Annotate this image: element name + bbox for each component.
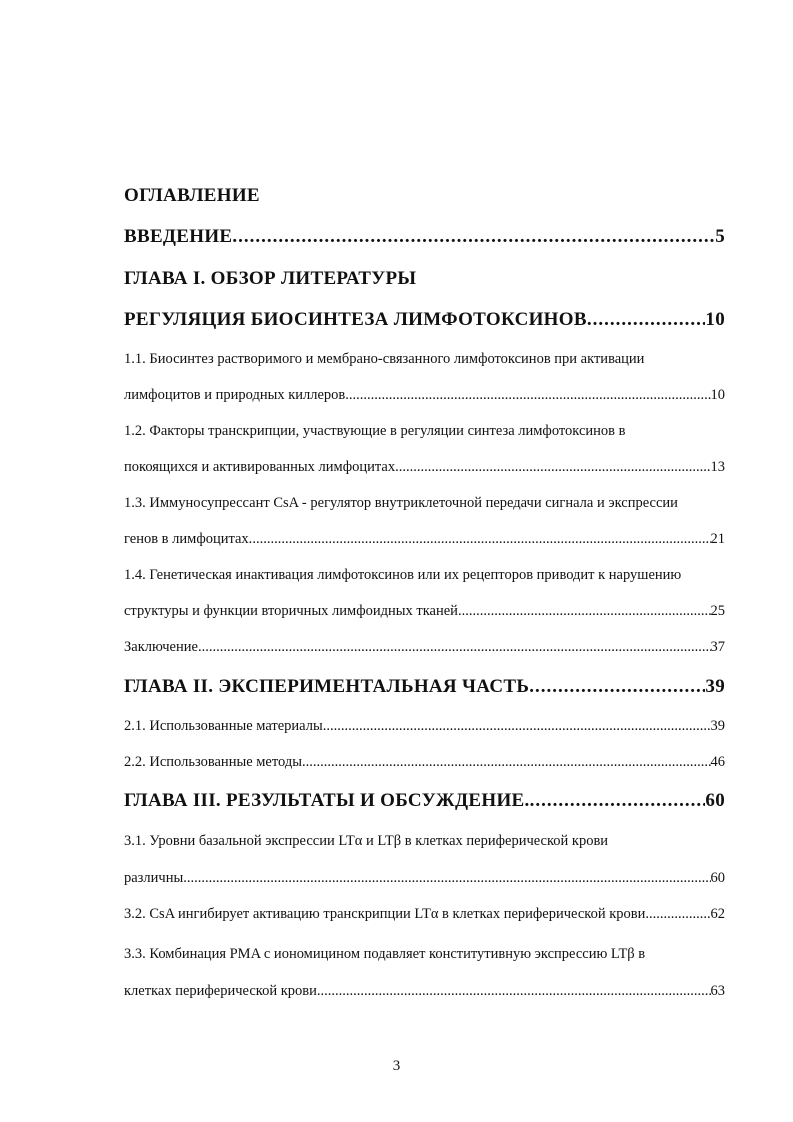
leader-dots	[587, 309, 706, 331]
toc-entry-1-4-line1: 1.4. Генетическая инактивация лимфотоксинов или их рецепторов приводит к нарушению	[124, 567, 682, 583]
toc-entry-page: 5	[715, 226, 725, 247]
toc-entry-introduction	[124, 226, 725, 248]
leader-dots	[645, 906, 710, 923]
toc-entry-label: 3.2. CsA ингибирует активацию транскрипции LTα в клетках периферической крови	[124, 906, 646, 922]
toc-entry-label: 2.2. Использованные методы.	[124, 754, 306, 770]
leader-dots	[399, 459, 711, 476]
toc-entry-page: 46	[710, 754, 725, 770]
leader-dots	[198, 639, 711, 656]
leader-dots	[317, 983, 711, 1000]
toc-entry-label: РЕГУЛЯЦИЯ БИОСИНТЕЗА ЛИМФОТОКСИНОВ	[124, 309, 587, 330]
toc-entry-3-3	[124, 983, 725, 1000]
toc-entry-page: 63	[710, 983, 725, 999]
toc-entry-page: 39	[710, 718, 725, 734]
toc-entry-label: генов в лимфоцитах.	[124, 531, 253, 547]
leader-dots	[232, 226, 715, 248]
toc-entry-label: ГЛАВА II. ЭКСПЕРИМЕНТАЛЬНАЯ ЧАСТЬ	[124, 676, 530, 697]
toc-entry-conclusion	[124, 639, 725, 656]
toc-entry-label: различны	[124, 870, 184, 886]
toc-entry-chapter-1-title	[124, 309, 725, 331]
toc-entry-label: лимфоцитов и природных киллеров	[124, 387, 346, 403]
chapter-1-heading: ГЛАВА I. ОБЗОР ЛИТЕРАТУРЫ	[124, 268, 417, 289]
toc-entry-label: 2.1. Использованные материалы.	[124, 718, 327, 734]
page-number: 3	[392, 1058, 401, 1074]
leader-dots	[183, 870, 710, 887]
toc-entry-1-3-line1: 1.3. Иммуносупрессант CsA - регулятор внутриклеточной передачи сигнала и экспрессии	[124, 495, 678, 511]
leader-dots	[345, 387, 710, 404]
toc-entry-label: покоящихся и активированных лимфоцитах.	[124, 459, 399, 475]
toc-entry-2-1	[124, 718, 725, 735]
toc-entry-page: 60	[705, 790, 725, 811]
toc-entry-page: 62	[710, 906, 725, 922]
toc-entry-label: Заключение	[124, 639, 198, 655]
toc-entry-page: 10	[705, 309, 725, 330]
toc-entry-1-2	[124, 459, 725, 476]
toc-entry-1-1	[124, 387, 725, 404]
toc-entry-1-4	[124, 603, 725, 620]
leader-dots	[252, 531, 710, 548]
toc-entry-page: 13	[710, 459, 725, 475]
toc-entry-page: 25	[710, 603, 725, 619]
toc-entry-1-1-line1: 1.1. Биосинтез растворимого и мембрано-связанного лимфотоксинов при активации	[124, 351, 645, 367]
toc-entry-3-1	[124, 870, 725, 887]
toc-entry-label: структуры и функции вторичных лимфоидных тканей.	[124, 603, 462, 619]
leader-dots	[306, 754, 711, 771]
leader-dots	[326, 718, 710, 735]
toc-entry-3-2	[124, 906, 725, 923]
toc-entry-page: 21	[710, 531, 725, 547]
toc-entry-chapter-3	[124, 790, 725, 812]
toc-entry-3-3-line1: 3.3. Комбинация PMA с иономицином подавляет конститутивную экспрессию LTβ в	[124, 946, 646, 962]
toc-entry-label: ГЛАВА III. РЕЗУЛЬТАТЫ И ОБСУЖДЕНИЕ.	[124, 790, 530, 811]
toc-entry-1-3	[124, 531, 725, 548]
toc-entry-3-1-line1: 3.1. Уровни базальной экспрессии LTα и LTβ в клетках периферической крови	[124, 833, 609, 849]
toc-entry-label: ВВЕДЕНИЕ	[124, 226, 233, 247]
toc-entry-chapter-2	[124, 676, 725, 698]
leader-dots	[530, 790, 706, 812]
toc-entry-page: 39	[705, 676, 725, 697]
toc-entry-page: 10	[710, 387, 725, 403]
leader-dots	[462, 603, 711, 620]
toc-title: ОГЛАВЛЕНИЕ	[124, 185, 260, 206]
toc-entry-page: 37	[710, 639, 725, 655]
toc-entry-2-2	[124, 754, 725, 771]
toc-entry-label: клетках периферической крови	[124, 983, 317, 999]
leader-dots	[529, 676, 705, 698]
toc-entry-1-2-line1: 1.2. Факторы транскрипции, участвующие в регуляции синтеза лимфотоксинов в	[124, 423, 626, 439]
toc-entry-page: 60	[710, 870, 725, 886]
